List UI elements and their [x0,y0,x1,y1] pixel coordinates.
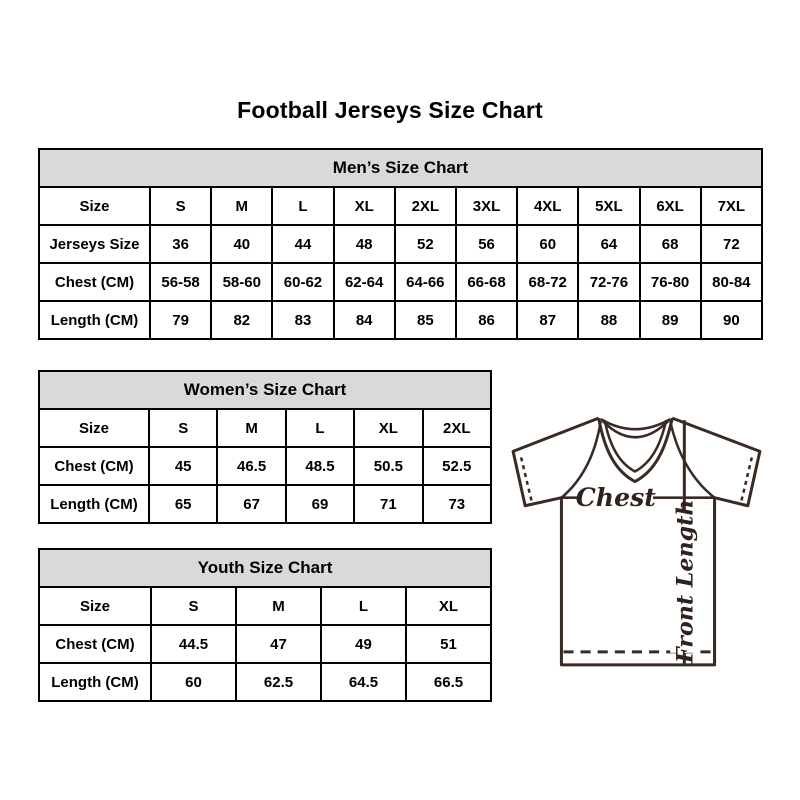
row-label: Length (CM) [39,663,151,701]
table-row [39,663,491,701]
table-row [39,225,762,263]
cell: 36 [150,225,211,263]
cell: 45 [149,447,217,485]
cell: L [272,187,333,225]
cell: 88 [578,301,639,339]
cell: L [321,587,406,625]
cell: S [150,187,211,225]
youth-table-title: Youth Size Chart [39,549,491,587]
cell: 89 [640,301,701,339]
cell: 65 [149,485,217,523]
cell: 3XL [456,187,517,225]
jersey-outline-icon [513,418,760,665]
cell: XL [334,187,395,225]
cell: 52.5 [423,447,491,485]
cell: M [236,587,321,625]
cell: 60 [517,225,578,263]
cell: 50.5 [354,447,422,485]
cell: 56-58 [150,263,211,301]
cell: 85 [395,301,456,339]
table-row [39,263,762,301]
cell: 56 [456,225,517,263]
cell: 58-60 [211,263,272,301]
table-row [39,625,491,663]
table-row [39,447,491,485]
cell: 64 [578,225,639,263]
cell: 60-62 [272,263,333,301]
cell: 44.5 [151,625,236,663]
cell: S [149,409,217,447]
front-length-label: Front Length [672,499,699,664]
cell: 2XL [395,187,456,225]
row-label: Chest (CM) [39,263,150,301]
cell: 69 [286,485,354,523]
womens-table-title: Women’s Size Chart [39,371,491,409]
cell: 64-66 [395,263,456,301]
cell: 76-80 [640,263,701,301]
cell: 5XL [578,187,639,225]
cell: 48.5 [286,447,354,485]
cell: 66.5 [406,663,491,701]
row-label: Length (CM) [39,301,150,339]
cell: S [151,587,236,625]
cell: 79 [150,301,211,339]
row-label: Chest (CM) [39,625,151,663]
table-row [39,187,762,225]
cell: 7XL [701,187,762,225]
row-label: Size [39,587,151,625]
cell: 68-72 [517,263,578,301]
table-header-row [39,149,762,187]
cell: 72-76 [578,263,639,301]
cell: L [286,409,354,447]
cell: 64.5 [321,663,406,701]
cell: XL [354,409,422,447]
cell: 68 [640,225,701,263]
cell: 44 [272,225,333,263]
table-row [39,485,491,523]
cell: XL [406,587,491,625]
table-header-row [39,371,491,409]
cell: 71 [354,485,422,523]
table-row [39,409,491,447]
cell: M [211,187,272,225]
cell: 66-68 [456,263,517,301]
cell: 47 [236,625,321,663]
cell: 86 [456,301,517,339]
cell: 83 [272,301,333,339]
cell: 49 [321,625,406,663]
cell: 82 [211,301,272,339]
cell: 4XL [517,187,578,225]
row-label: Length (CM) [39,485,149,523]
womens-size-chart-table [38,370,492,524]
cell: 40 [211,225,272,263]
row-label: Size [39,187,150,225]
youth-size-chart-table [38,548,492,702]
cell: 67 [217,485,285,523]
page-title: Football Jerseys Size Chart [237,97,543,123]
table-header-row [39,549,491,587]
jersey-measurement-diagram-icon [503,403,775,675]
row-label: Chest (CM) [39,447,149,485]
row-label: Jerseys Size [39,225,150,263]
cell: 6XL [640,187,701,225]
cell: M [217,409,285,447]
cell: 48 [334,225,395,263]
cell: 62.5 [236,663,321,701]
cell: 80-84 [701,263,762,301]
cell: 51 [406,625,491,663]
cell: 2XL [423,409,491,447]
table-row [39,301,762,339]
chest-label: Chest [575,481,656,512]
mens-table-title: Men’s Size Chart [39,149,762,187]
cell: 73 [423,485,491,523]
cell: 87 [517,301,578,339]
cell: 46.5 [217,447,285,485]
cell: 90 [701,301,762,339]
cell: 72 [701,225,762,263]
cell: 60 [151,663,236,701]
cell: 52 [395,225,456,263]
table-row [39,587,491,625]
cell: 84 [334,301,395,339]
row-label: Size [39,409,149,447]
mens-size-chart-table [38,148,763,340]
cell: 62-64 [334,263,395,301]
